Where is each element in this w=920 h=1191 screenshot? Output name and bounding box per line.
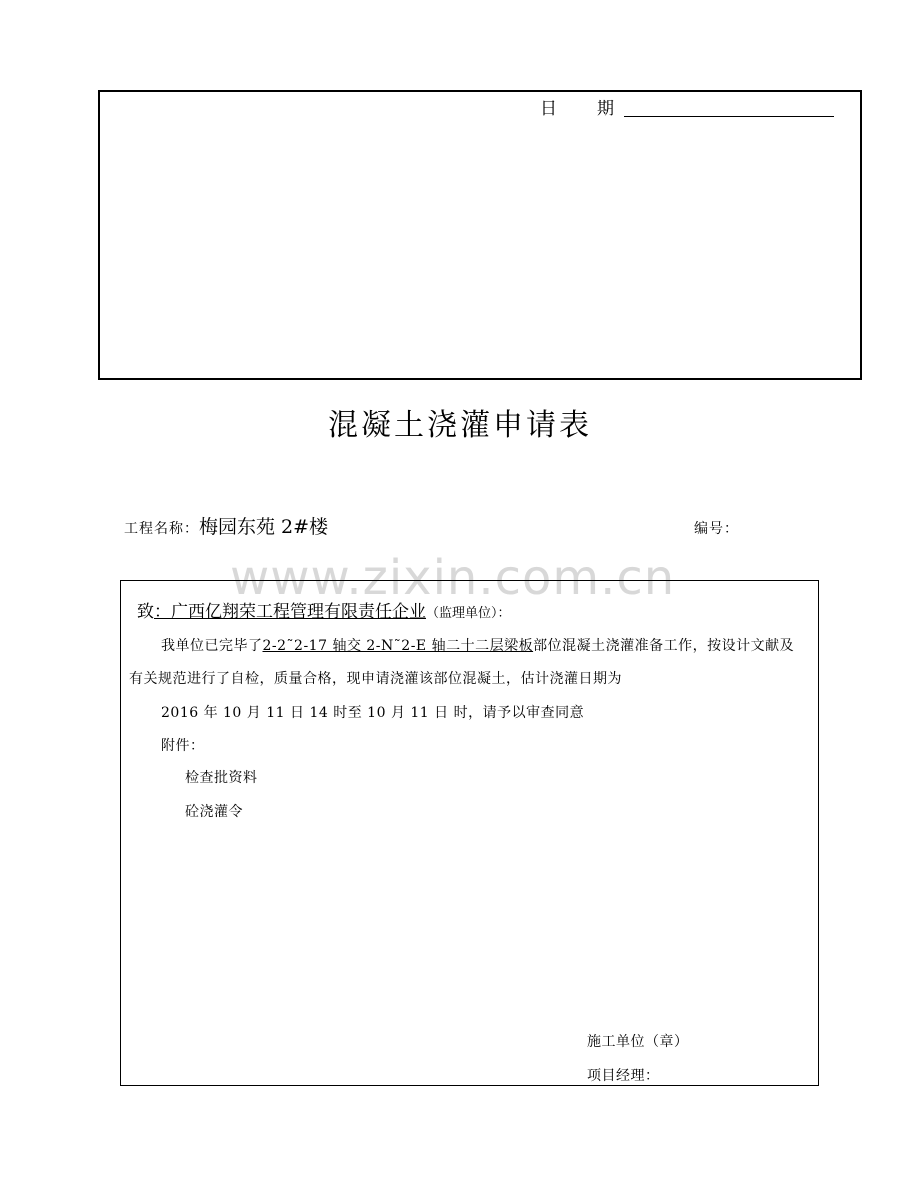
date-label-char-1: 日 xyxy=(540,99,557,119)
date-label xyxy=(540,94,614,119)
body-line-1-suffix: 部位混凝土浇灌准备工作，按设计文献及 xyxy=(533,638,795,654)
body-line-1 xyxy=(161,635,794,655)
body-line-1-prefix: 我单位已完毕了 xyxy=(161,638,263,654)
watermark: www.zixin.com.cn xyxy=(230,550,676,606)
application-body-box xyxy=(120,580,819,1086)
addressee-line xyxy=(137,597,511,622)
project-name: 梅园东苑 2#楼 xyxy=(199,516,329,538)
project-label: 工程名称： xyxy=(124,521,199,537)
addressee-prefix: 致 xyxy=(137,602,154,622)
project-manager-label: 项目经理： xyxy=(587,1068,660,1084)
pour-location: 2-2˜2-17 轴交 2-N˜2-E 轴二十二层梁板 xyxy=(262,638,534,654)
addressee-name: ：广西亿翔荣工程管理有限责任企业 xyxy=(154,602,426,622)
attachment-item: 检查批资料 xyxy=(185,770,258,786)
date-fill-line[interactable] xyxy=(624,116,834,117)
date-label-char-2: 期 xyxy=(597,99,614,119)
attachments-label: 附件： xyxy=(161,738,205,754)
construction-unit-seal-label: 施工单位（章） xyxy=(587,1034,689,1050)
serial-number-label: 编号： xyxy=(694,521,739,537)
body-line-2: 有关规范进行了自检，质量合格，现申请浇灌该部位混凝土，估计浇灌日期为 xyxy=(129,671,622,687)
project-row xyxy=(124,512,328,539)
attachment-item: 砼浇灌令 xyxy=(185,804,243,820)
previous-section-box xyxy=(98,90,862,380)
pour-date-line: 2016 年 10 月 11 日 14 时至 10 月 11 日 时，请予以审查同意 xyxy=(161,705,585,721)
addressee-suffix: （监理单位）： xyxy=(426,606,511,621)
form-title: 混凝土浇灌申请表 xyxy=(328,408,592,443)
